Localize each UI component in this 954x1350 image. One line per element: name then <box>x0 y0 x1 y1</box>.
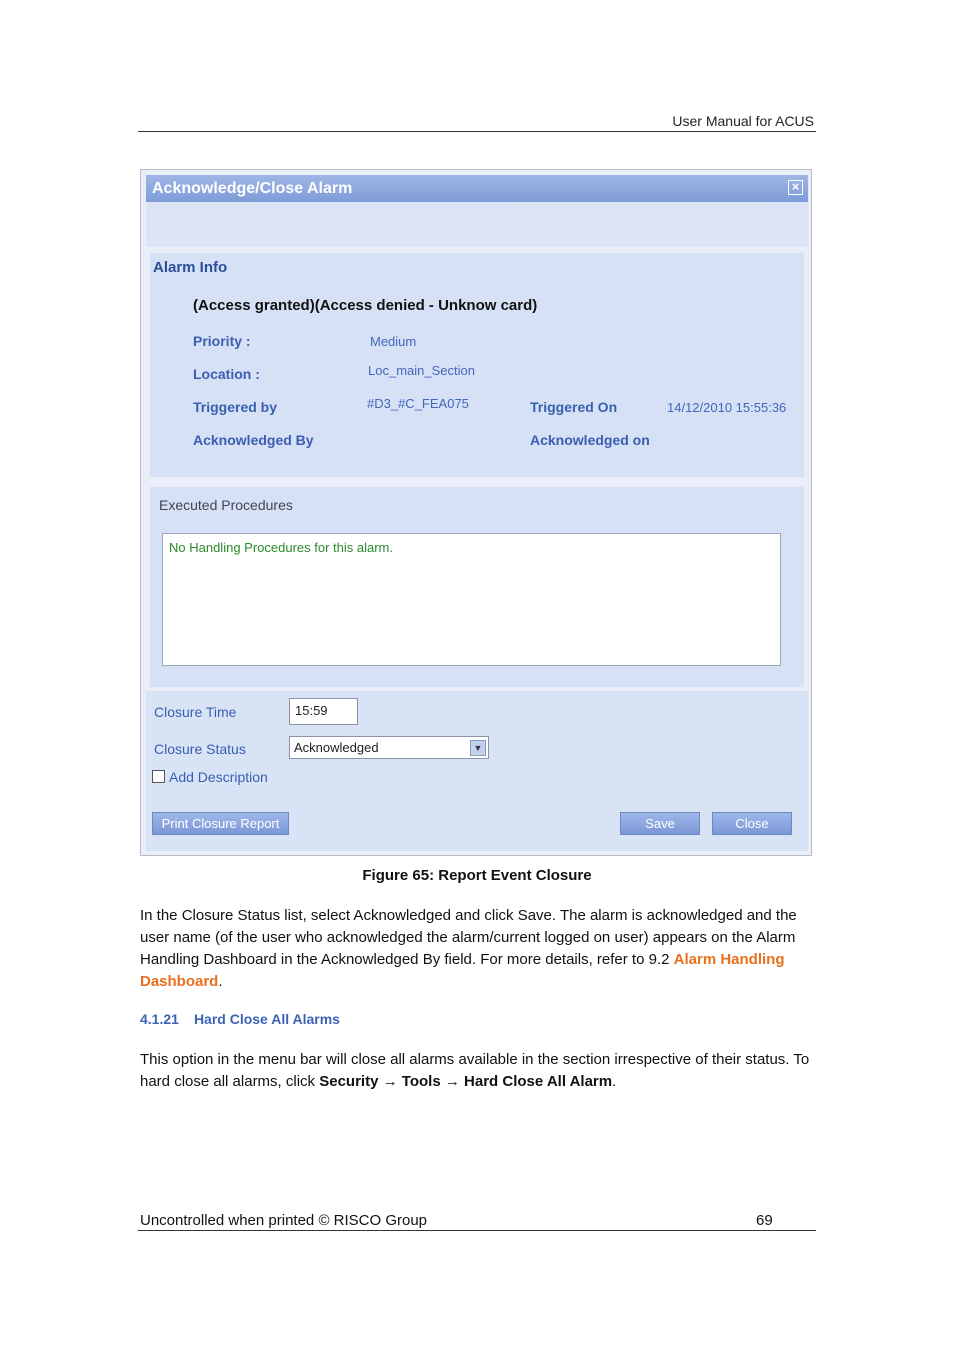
dialog-screenshot <box>140 169 812 856</box>
priority-value: Medium <box>370 334 417 349</box>
header-rule <box>138 131 816 132</box>
alarm-info-panel <box>149 252 805 478</box>
paragraph-1-end: . <box>218 973 223 990</box>
paragraph-2-text: This option in the menu bar will close all alarms available in the section irrespective of their status. To hard close all alarms, click <box>140 1051 810 1090</box>
paragraph-1-text: In the Closure Status list, select Acknowledged and click Save. The alarm is acknowledged and the user name (of the user who acknowledged the alarm/current logged on user) appears on the Alarm Handling Dashboard in the Acknowledged By field. For more details, refer to 9.2 <box>140 907 797 968</box>
location-label: Location : <box>193 366 260 382</box>
alarm-headline: (Access granted)(Access denied - Unknow card) <box>193 297 538 314</box>
section-number: 4.1.21 <box>140 1011 179 1027</box>
dialog-titlebar <box>146 175 808 202</box>
page-number: 69 <box>756 1212 773 1229</box>
arrow-icon: → <box>378 1073 402 1090</box>
acknowledged-by-label: Acknowledged By <box>193 432 314 448</box>
priority-label: Priority : <box>193 333 251 349</box>
triggered-on-value: 14/12/2010 15:55:36 <box>667 400 787 415</box>
closure-status-label: Closure Status <box>154 741 246 757</box>
executed-procedures-title: Executed Procedures <box>159 497 293 513</box>
dialog-title: Acknowledge/Close Alarm <box>152 180 353 197</box>
hard-close-menu-ref: Hard Close All Alarm <box>464 1073 613 1090</box>
acknowledged-on-label: Acknowledged on <box>530 432 650 448</box>
chevron-down-icon[interactable]: ▼ <box>470 740 486 756</box>
tools-menu-ref: Tools <box>401 1073 441 1090</box>
alarm-info-title: Alarm Info <box>153 259 228 276</box>
dialog-top-band <box>146 202 808 247</box>
running-header: User Manual for ACUS <box>672 113 814 129</box>
close-icon[interactable]: × <box>788 180 803 195</box>
figure-caption: Figure 65: Report Event Closure <box>362 867 592 884</box>
footer-left: Uncontrolled when printed © RISCO Group <box>140 1212 428 1229</box>
triggered-on-label: Triggered On <box>530 399 618 415</box>
closure-status-select[interactable] <box>289 736 489 759</box>
closure-time-label: Closure Time <box>154 704 237 720</box>
section-title: Hard Close All Alarms <box>193 1011 340 1027</box>
footer-rule <box>138 1230 816 1231</box>
close-button[interactable]: Close <box>712 812 792 835</box>
paragraph-2-end: . <box>612 1073 617 1090</box>
executed-procedures-panel <box>149 486 805 688</box>
triggered-by-value: #D3_#C_FEA075 <box>367 396 469 411</box>
paragraph-2 <box>140 1049 816 1093</box>
add-description-checkbox[interactable] <box>152 770 165 783</box>
procedures-textarea[interactable] <box>162 533 781 666</box>
triggered-by-label: Triggered by <box>193 399 278 415</box>
location-value: Loc_main_Section <box>368 363 475 378</box>
save-button[interactable]: Save <box>620 812 700 835</box>
closure-time-input[interactable]: 15:59 <box>289 698 358 725</box>
add-description-label: Add Description <box>169 769 268 785</box>
security-menu-ref: Security <box>319 1073 379 1090</box>
closure-panel <box>146 691 808 851</box>
closure-status-value: Acknowledged <box>294 740 379 755</box>
arrow-icon: → <box>440 1073 465 1090</box>
alarm-dashboard-link[interactable]: Alarm Handling Dashboard <box>140 951 785 990</box>
paragraph-1 <box>140 905 816 993</box>
procedures-text: No Handling Procedures for this alarm. <box>169 540 393 555</box>
section-heading <box>140 1011 340 1027</box>
print-closure-report-button[interactable]: Print Closure Report <box>152 812 289 835</box>
